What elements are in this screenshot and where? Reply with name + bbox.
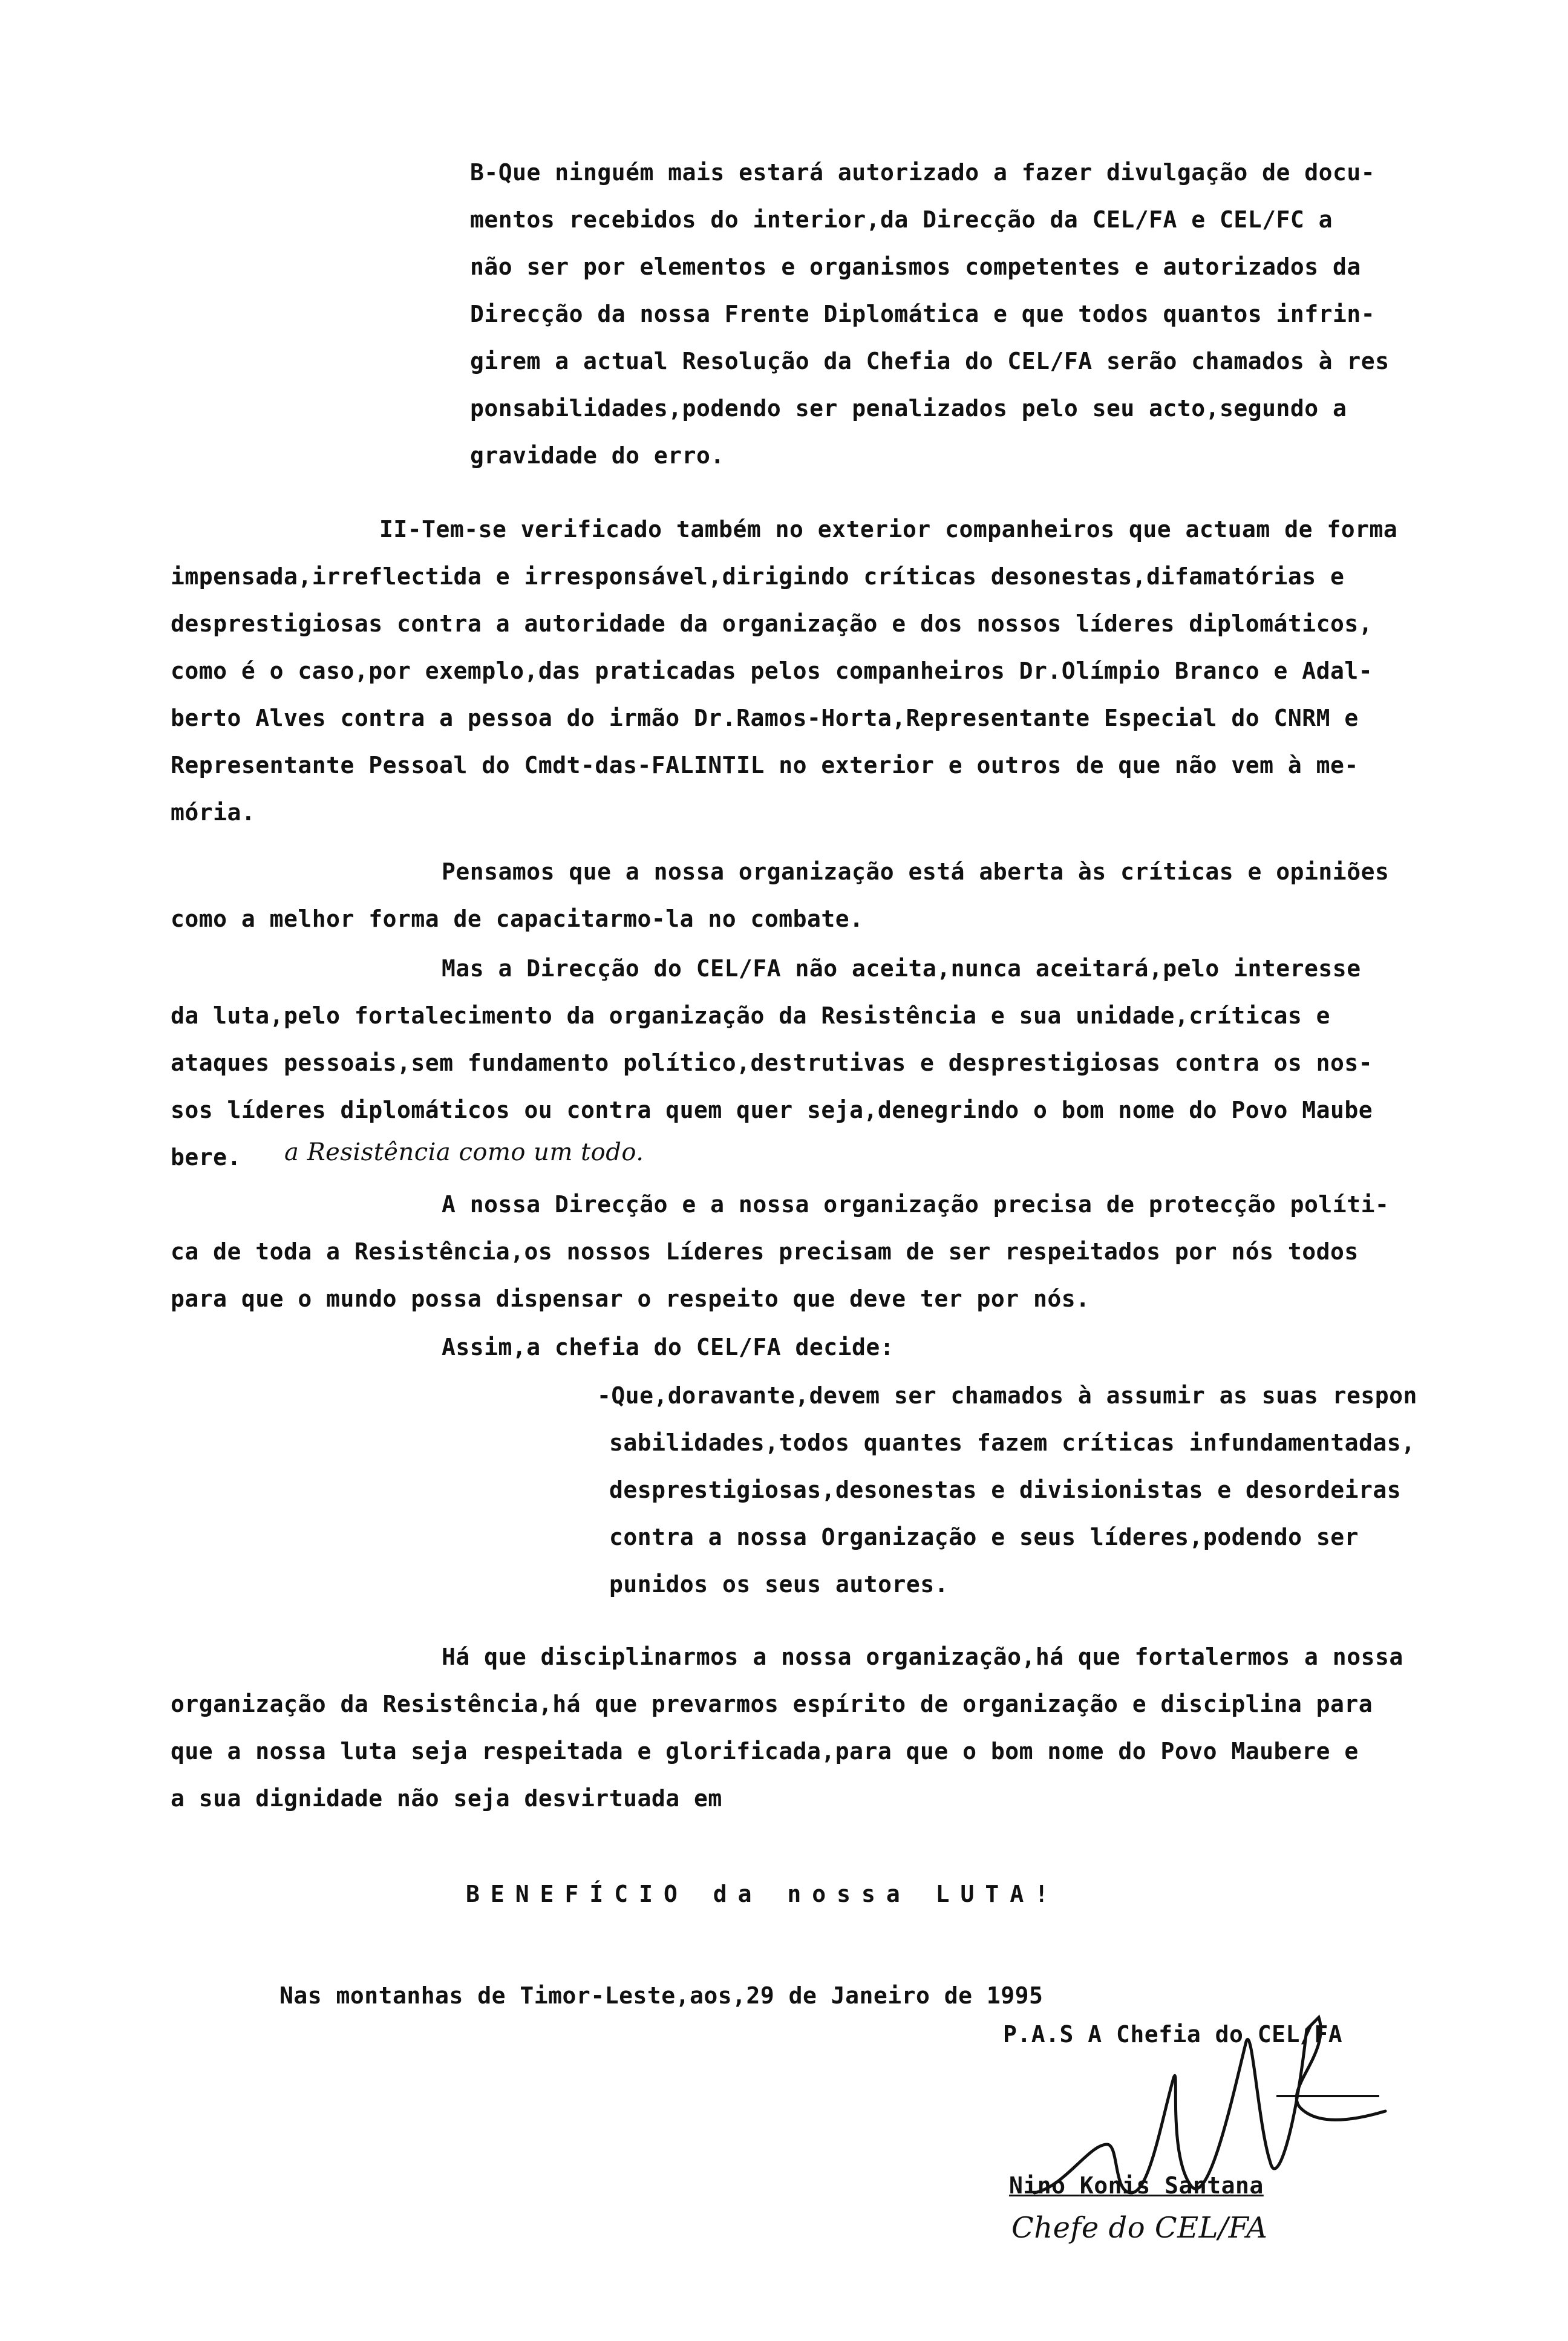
handwritten-insertion: a Resistência como um todo. (284, 1138, 644, 1166)
text-line: II-Tem-se verificado também no exterior companheiros que actuam de forma (379, 516, 1398, 543)
text-line: -Que,doravante,devem ser chamados à assumir as suas respon (597, 1382, 1417, 1409)
text-line: gravidade do erro. (470, 442, 725, 469)
text-line: desprestigiosas,desonestas e divisionistas e desordeiras (609, 1477, 1402, 1503)
handwritten-title: Chefe do CEL/FA (1011, 2211, 1268, 2245)
text-line: como é o caso,por exemplo,das praticadas pelos companheiros Dr.Olímpio Branco e Adal- (171, 658, 1373, 684)
handwritten-signature (992, 2005, 1416, 2247)
text-line: Representante Pessoal do Cmdt-das-FALINTIL no exterior e outros de que não vem à me- (171, 752, 1359, 779)
text-line: bere. (171, 1144, 241, 1170)
text-line: mentos recebidos do interior,da Direcção da CEL/FA e CEL/FC a (470, 206, 1333, 233)
text-line: berto Alves contra a pessoa do irmão Dr.Ramos-Horta,Representante Especial do CNRM e (171, 705, 1359, 731)
text-line: sabilidades,todos quantes fazem críticas infundamentadas, (609, 1429, 1416, 1456)
text-line: sos líderes diplomáticos ou contra quem quer seja,denegrindo o bom nome do Povo Maube (171, 1097, 1373, 1123)
closing-heading: BENEFÍCIO da nossa LUTA! (466, 1881, 1060, 1907)
text-line: girem a actual Resolução da Chefia do CEL/FA serão chamados à res (470, 348, 1390, 374)
text-line: Há que disciplinarmos a nossa organização,há que fortalermos a nossa (442, 1644, 1403, 1670)
text-line: Direcção da nossa Frente Diplomática e que todos quantos infrin- (470, 301, 1376, 327)
text-line: como a melhor forma de capacitarmo-la no combate. (171, 906, 864, 932)
text-line: a sua dignidade não seja desvirtuada em (171, 1785, 722, 1812)
text-line: contra a nossa Organização e seus líderes,podendo ser (609, 1524, 1359, 1550)
text-line: Pensamos que a nossa organização está aberta às críticas e opiniões (442, 858, 1390, 885)
text-line: ataques pessoais,sem fundamento político,destrutivas e desprestigiosas contra os nos- (171, 1050, 1373, 1076)
text-line: que a nossa luta seja respeitada e glorificada,para que o bom nome do Povo Maubere e (171, 1738, 1359, 1765)
signatory-name: Nino Konis Santana (1009, 2172, 1264, 2199)
text-line: desprestigiosas contra a autoridade da organização e dos nossos líderes diplomáticos, (171, 610, 1373, 637)
decision-intro: Assim,a chefia do CEL/FA decide: (442, 1334, 895, 1360)
text-line: para que o mundo possa dispensar o respeito que deve ter por nós. (171, 1285, 1090, 1312)
text-line: da luta,pelo fortalecimento da organização da Resistência e sua unidade,críticas e (171, 1002, 1330, 1029)
text-line: Mas a Direcção do CEL/FA não aceita,nunca aceitará,pelo interesse (442, 955, 1361, 982)
text-line: ca de toda a Resistência,os nossos Líderes precisam de ser respeitados por nós todos (171, 1238, 1359, 1265)
text-line: B-Que ninguém mais estará autorizado a fazer divulgação de docu- (470, 159, 1376, 186)
text-line: não ser por elementos e organismos competentes e autorizados da (470, 253, 1361, 280)
text-line: impensada,irreflectida e irresponsável,dirigindo críticas desonestas,difamatórias e (171, 563, 1345, 590)
text-line: A nossa Direcção e a nossa organização precisa de protecção políti- (442, 1191, 1390, 1218)
text-line: punidos os seus autores. (609, 1571, 949, 1598)
text-line: organização da Resistência,há que prevarmos espírito de organização e disciplina para (171, 1691, 1373, 1717)
text-line: ponsabilidades,podendo ser penalizados pelo seu acto,segundo a (470, 395, 1347, 422)
signature-for-line: P.A.S A Chefia do CEL/FA (1003, 2021, 1343, 2048)
signature-stroke (1034, 2017, 1385, 2193)
text-line: mória. (171, 799, 256, 826)
date-line: Nas montanhas de Timor-Leste,aos,29 de Janeiro de 1995 (279, 1982, 1044, 2009)
